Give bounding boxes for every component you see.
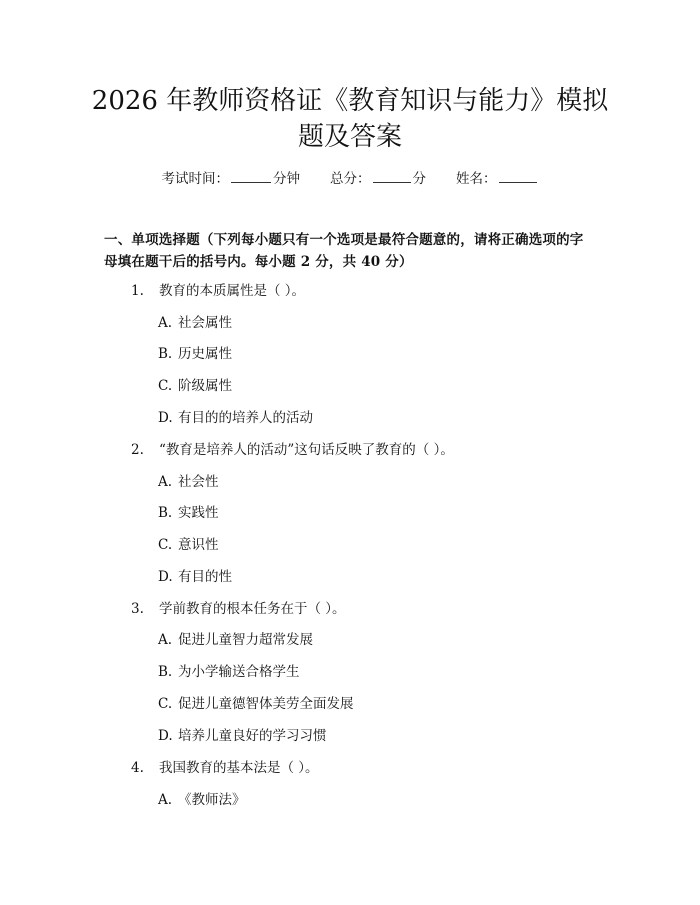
- total-score-field: [330, 168, 426, 189]
- option-letter: A.: [158, 474, 173, 490]
- question-stem: [131, 599, 346, 619]
- option-letter: B.: [158, 664, 173, 680]
- option-text: 社会属性: [178, 315, 232, 331]
- option-text: 有目的的培养人的活动: [178, 410, 313, 426]
- question-stem: [131, 281, 305, 301]
- exam-info: [0, 168, 700, 189]
- section-heading-line-2: 母填在题干后的括号内。每小题 2 分，共 40 分）: [104, 254, 413, 270]
- option-letter: D.: [158, 728, 173, 744]
- answer-option: [158, 408, 313, 428]
- option-text: 历史属性: [178, 346, 232, 362]
- option-text: 实践性: [178, 505, 219, 521]
- option-text: 有目的性: [178, 569, 232, 585]
- name-field: [456, 168, 539, 189]
- question-text: 我国教育的基本法是（ ）。: [159, 760, 319, 776]
- answer-option: [158, 344, 232, 364]
- question-number: 2.: [131, 442, 144, 458]
- option-text: 培养儿童良好的学习习惯: [178, 728, 327, 744]
- answer-option: [158, 726, 327, 746]
- option-letter: B.: [158, 505, 173, 521]
- option-text: 促进儿童智力超常发展: [178, 632, 313, 648]
- exam-time-field: [162, 168, 301, 189]
- question-number: 1.: [131, 283, 144, 299]
- total-score-label: 总分：: [330, 171, 371, 187]
- document-title-line-2: 题及答案: [297, 122, 402, 152]
- option-letter: C.: [158, 696, 173, 712]
- option-text: 意识性: [178, 537, 219, 553]
- option-text: 为小学输送合格学生: [178, 664, 300, 680]
- answer-option: [158, 694, 354, 714]
- question-number: 4.: [131, 760, 144, 776]
- answer-option: [158, 313, 232, 333]
- document-title-line-1: 2026 年教师资格证《教育知识与能力》模拟: [91, 86, 609, 116]
- option-letter: A.: [158, 792, 173, 808]
- option-letter: B.: [158, 346, 173, 362]
- answer-option: [158, 662, 300, 682]
- section-heading-line-1: 一、单项选择题（下列每小题只有一个选项是最符合题意的，请将正确选项的字: [104, 232, 584, 248]
- question-number: 3.: [131, 601, 144, 617]
- answer-option: [158, 376, 232, 396]
- answer-option: [158, 630, 313, 650]
- option-text: 阶级属性: [178, 378, 232, 394]
- answer-option: [158, 567, 232, 587]
- exam-time-label: 考试时间：: [161, 171, 229, 187]
- exam-time-blank: [231, 168, 271, 183]
- question-text: 学前教育的根本任务在于（ ）。: [159, 601, 346, 617]
- answer-option: [158, 472, 219, 492]
- option-text: 《教师法》: [178, 792, 246, 808]
- name-label: 姓名：: [456, 171, 497, 187]
- option-letter: D.: [158, 569, 173, 585]
- exam-time-unit: 分钟: [273, 171, 300, 187]
- name-blank: [499, 168, 537, 183]
- option-letter: C.: [158, 378, 173, 394]
- question-stem: [131, 440, 454, 460]
- option-letter: C.: [158, 537, 173, 553]
- question-text: “教育是培养人的活动”这句话反映了教育的（ ）。: [159, 442, 454, 458]
- answer-option: [158, 503, 219, 523]
- question-stem: [131, 758, 319, 778]
- option-text: 社会性: [178, 474, 219, 490]
- option-letter: D.: [158, 410, 173, 426]
- total-score-unit: 分: [412, 171, 426, 187]
- answer-option: [158, 790, 246, 810]
- total-score-blank: [373, 168, 411, 183]
- option-text: 促进儿童德智体美劳全面发展: [178, 696, 354, 712]
- option-letter: A.: [158, 632, 173, 648]
- answer-option: [158, 535, 219, 555]
- option-letter: A.: [158, 315, 173, 331]
- question-text: 教育的本质属性是（ ）。: [159, 283, 306, 299]
